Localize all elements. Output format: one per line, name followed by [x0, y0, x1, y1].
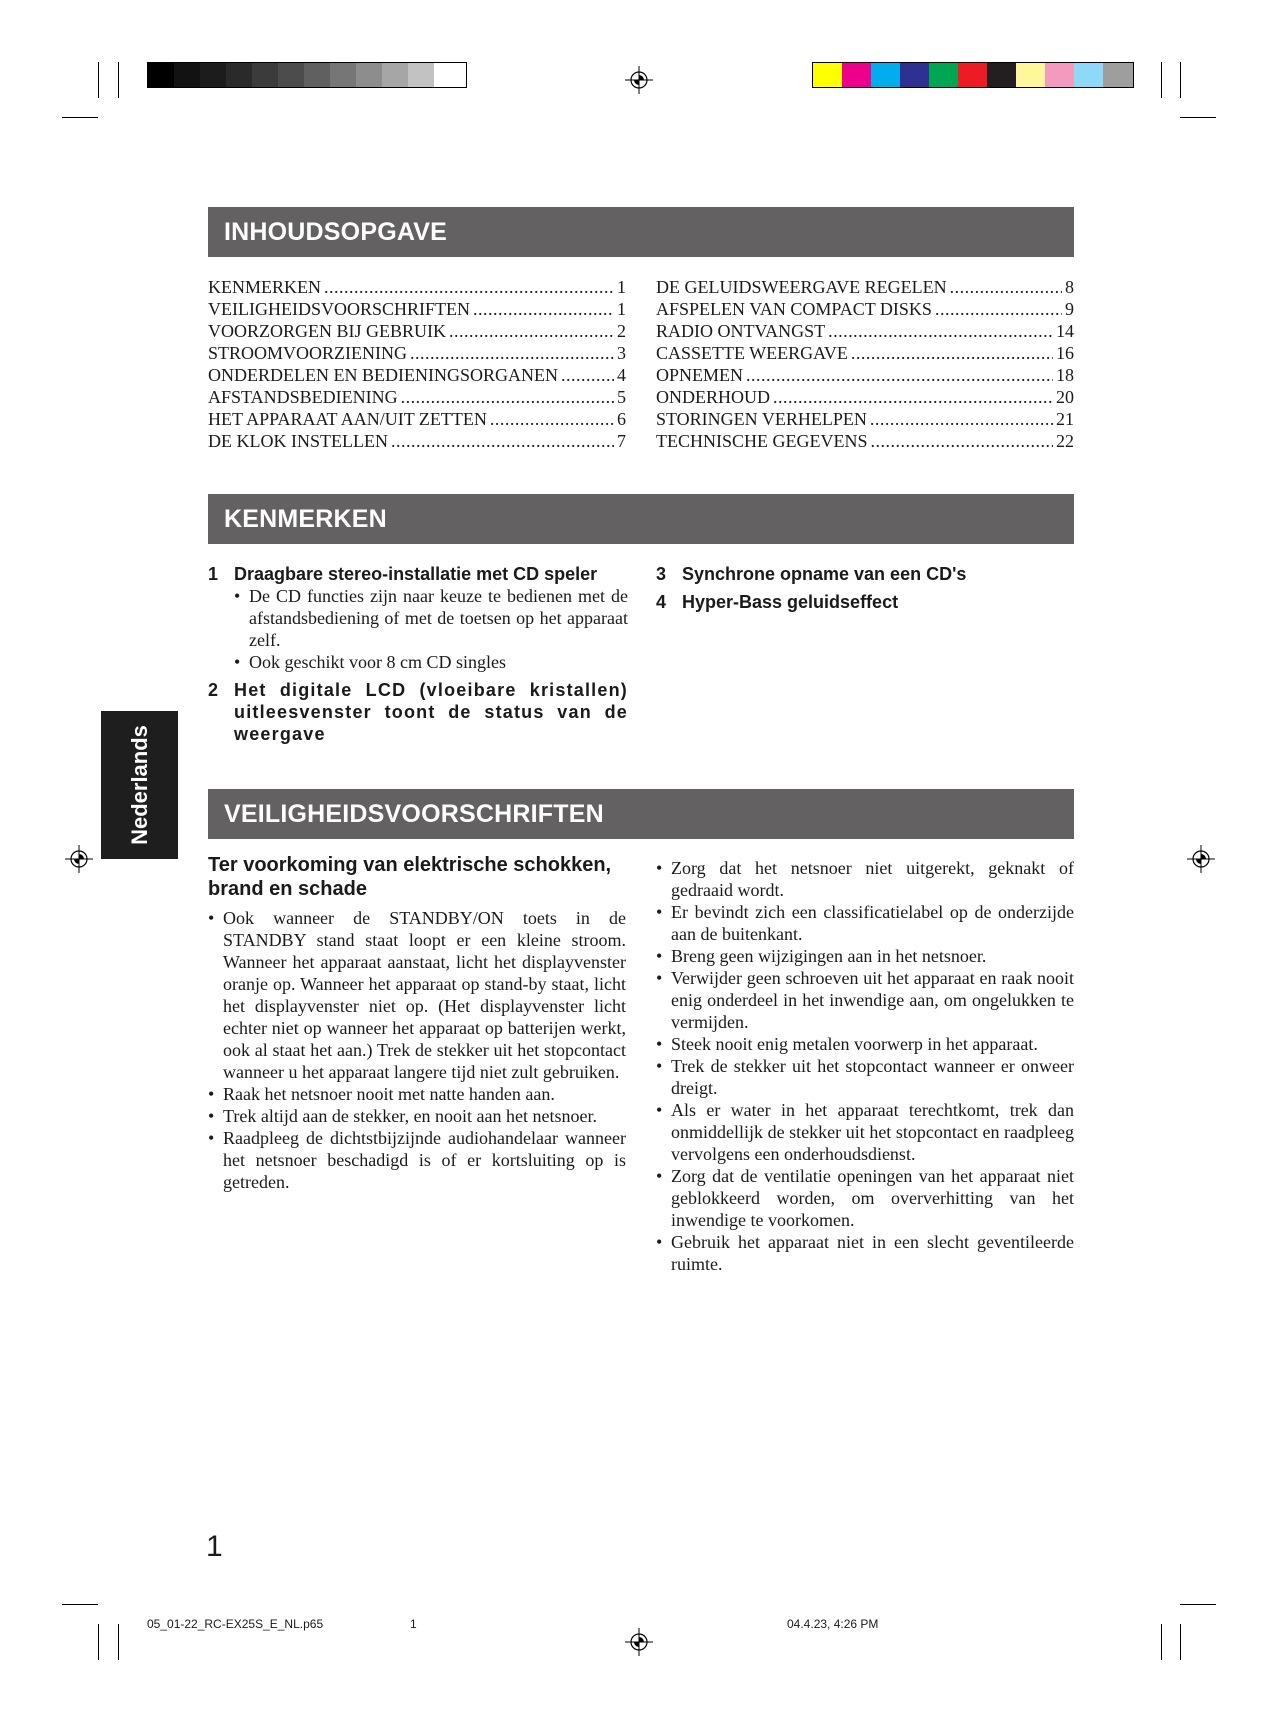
feature-title: Draagbare stereo-installatie met CD speler [234, 564, 598, 584]
toc-entry [208, 276, 626, 298]
gray-swatch [356, 63, 382, 87]
list-item-text: Zorg dat de ventilatie openingen van het apparaat niet geblokkeerd worden, om oververhitting van het inwendige te voorkomen. [671, 1166, 1074, 1230]
toc-entry-page: 22 [1056, 431, 1074, 451]
feature-number: 4 [656, 592, 667, 612]
toc-entry-page: 16 [1056, 343, 1074, 363]
color-swatch [1074, 63, 1103, 87]
toc-entry-title: DE KLOK INSTELLEN [208, 431, 388, 451]
toc-entry-title: STROOMVOORZIENING [208, 343, 407, 363]
feature-2 [208, 679, 628, 745]
color-swatch [1045, 63, 1074, 87]
bullet-text: De CD functies zijn naar keuze te bedienen met de afstandsbediening of met de toetsen op het apparaat zelf. [249, 586, 628, 650]
footer-date: 04.4.23, 4:26 PM [787, 1617, 879, 1631]
veiligheid-left-list [208, 907, 626, 1193]
page-number: 1 [206, 1530, 223, 1563]
registration-mark-bottom [625, 1628, 653, 1656]
list-item-text: Raak het netsnoer nooit met natte handen aan. [223, 1084, 555, 1104]
color-swatch [842, 63, 871, 87]
list-item [656, 1231, 1074, 1275]
gray-swatch [382, 63, 408, 87]
toc-entry [656, 342, 1074, 364]
list-item-text: Trek altijd aan de stekker, en nooit aan het netsnoer. [223, 1106, 598, 1126]
list-item-text: Ook wanneer de STANDBY/ON toets in de STANDBY stand staat loopt er een kleine stroom. Wanneer het apparaat aanstaat, licht het displayvenster oranje op. Wanneer het apparaat op stand-by staat, licht het displayvenster niet op. (Het displayvenster licht echter niet op wanneer het apparaat op batterijen werkt, ook al staat het aan.) Trek de stekker uit het stopcontact wanneer u het apparaat langere tijd niet zult gebruiken. [223, 908, 626, 1082]
toc-entry [656, 408, 1074, 430]
feature-title: Synchrone opname van een CD's [682, 564, 967, 584]
toc-entry [208, 298, 626, 320]
feature-number: 1 [208, 564, 219, 584]
list-item [656, 1099, 1074, 1165]
bullet-icon: • [656, 968, 663, 988]
gray-swatch [278, 63, 304, 87]
footer-page: 1 [410, 1617, 417, 1631]
bullet-icon: • [234, 652, 241, 672]
list-item [656, 1055, 1074, 1099]
feature-title: Het digitale LCD (vloeibare kristallen) uitleesvenster toont de status van de weergave [234, 680, 628, 744]
toc-entry [208, 386, 626, 408]
color-calibration-bar [812, 62, 1134, 88]
toc-entry [656, 298, 1074, 320]
toc-header: INHOUDSOPGAVE [208, 207, 1074, 257]
toc-entry-page: 2 [617, 321, 626, 341]
gray-swatch [252, 63, 278, 87]
veiligheid-subheading: Ter voorkoming van elektrische schokken, brand en schade [208, 854, 612, 900]
list-item-text: Als er water in het apparaat terechtkomt, trek dan onmiddellijk de stekker uit het stopcontact en raadpleeg vervolgens een onderhoudsdienst. [671, 1100, 1074, 1164]
toc-entry-title: ONDERDELEN EN BEDIENINGSORGANEN [208, 365, 558, 385]
list-item-text: Verwijder geen schroeven uit het apparaat en raak nooit enig onderdeel in het inwendige aan, om ongelukken te vermijden. [671, 968, 1074, 1032]
list-item-text: Raadpleeg de dichtstbijzijnde audiohandelaar wanneer het netsnoer beschadigd is of er kortsluiting op is getreden. [223, 1128, 626, 1192]
bullet-icon: • [656, 946, 663, 966]
list-item [208, 907, 626, 1083]
list-item-text: Gebruik het apparaat niet in een slecht geventileerde ruimte. [671, 1232, 1074, 1274]
list-item [656, 1033, 1074, 1055]
color-swatch [813, 63, 842, 87]
toc-entry [656, 276, 1074, 298]
language-label: Nederlands [126, 725, 152, 845]
list-item [656, 1165, 1074, 1231]
gray-swatch [148, 63, 174, 87]
feature-1-bullet-2 [234, 651, 628, 673]
gray-swatch [304, 63, 330, 87]
veiligheid-right-list [656, 857, 1074, 1275]
bullet-icon: • [656, 1166, 663, 1186]
bullet-icon: • [656, 858, 663, 878]
feature-4 [656, 591, 1076, 613]
toc-entry-page: 4 [617, 365, 626, 385]
registration-mark-top [625, 66, 653, 94]
bullet-icon: • [656, 1056, 663, 1076]
feature-title: Hyper-Bass geluidseffect [682, 592, 899, 612]
bullet-icon: • [656, 1100, 663, 1120]
toc-entry-title: DE GELUIDSWEERGAVE REGELEN [656, 277, 947, 297]
bullet-icon: • [208, 1084, 215, 1104]
registration-mark-right [1187, 845, 1215, 873]
toc-entry-title: VOORZORGEN BIJ GEBRUIK [208, 321, 446, 341]
veiligheid-header: VEILIGHEIDSVOORSCHRIFTEN [208, 789, 1074, 839]
gray-swatch [226, 63, 252, 87]
toc-entry-title: HET APPARAAT AAN/UIT ZETTEN [208, 409, 487, 429]
gray-swatch [330, 63, 356, 87]
bullet-icon: • [208, 908, 215, 928]
bullet-icon: • [234, 586, 241, 606]
list-item [656, 967, 1074, 1033]
toc-entry-title: AFSPELEN VAN COMPACT DISKS [656, 299, 932, 319]
bullet-icon: • [656, 1034, 663, 1054]
color-swatch [987, 63, 1016, 87]
kenmerken-header: KENMERKEN [208, 494, 1074, 544]
gray-swatch [434, 63, 466, 87]
toc-entry-page: 20 [1056, 387, 1074, 407]
list-item [208, 1105, 626, 1127]
toc-entry [208, 320, 626, 342]
language-side-tab [101, 711, 178, 859]
toc-entry [656, 386, 1074, 408]
list-item [656, 857, 1074, 901]
toc-entry [208, 342, 626, 364]
color-swatch [871, 63, 900, 87]
feature-number: 2 [208, 680, 220, 700]
toc-entry-page: 1 [617, 299, 626, 319]
list-item-text: Zorg dat het netsnoer niet uitgerekt, geknakt of gedraaid wordt. [671, 858, 1074, 900]
color-swatch [929, 63, 958, 87]
toc-entry-title: ONDERHOUD [656, 387, 770, 407]
list-item-text: Er bevindt zich een classificatielabel op de onderzijde aan de buitenkant. [671, 902, 1074, 944]
gray-swatch [174, 63, 200, 87]
list-item-text: Steek nooit enig metalen voorwerp in het apparaat. [671, 1034, 1038, 1054]
toc-entry-page: 5 [617, 387, 626, 407]
toc-entry-title: AFSTANDSBEDIENING [208, 387, 398, 407]
grayscale-calibration-bar [147, 62, 467, 88]
bullet-icon: • [208, 1128, 215, 1148]
bullet-icon: • [208, 1106, 215, 1126]
toc-entry [208, 408, 626, 430]
color-swatch [1016, 63, 1045, 87]
toc-right-column [656, 276, 1074, 452]
registration-mark-left [65, 845, 93, 873]
bullet-icon: • [656, 902, 663, 922]
toc-entry-page: 14 [1056, 321, 1074, 341]
bullet-icon: • [656, 1232, 663, 1252]
toc-entry [656, 364, 1074, 386]
toc-entry-page: 1 [617, 277, 626, 297]
list-item [656, 901, 1074, 945]
toc-entry-page: 8 [1065, 277, 1074, 297]
toc-entry-title: KENMERKEN [208, 277, 321, 297]
toc-left-column [208, 276, 626, 452]
feature-1 [208, 563, 628, 585]
list-item [656, 945, 1074, 967]
gray-swatch [200, 63, 226, 87]
toc-entry-title: OPNEMEN [656, 365, 744, 385]
color-swatch [958, 63, 987, 87]
toc-entry-page: 7 [617, 431, 626, 451]
toc-entry-title: RADIO ONTVANGST [656, 321, 826, 341]
feature-3 [656, 563, 1076, 585]
toc-entry-page: 3 [617, 343, 626, 363]
toc-entry [208, 430, 626, 452]
toc-entry-page: 21 [1056, 409, 1074, 429]
toc-entry [656, 430, 1074, 452]
feature-1-bullet-1 [234, 585, 628, 651]
toc-entry-title: TECHNISCHE GEGEVENS [656, 431, 868, 451]
toc-entry-title: CASSETTE WEERGAVE [656, 343, 848, 363]
toc-entry-page: 18 [1056, 365, 1074, 385]
footer-filename: 05_01-22_RC-EX25S_E_NL.p65 [147, 1617, 324, 1631]
list-item-text: Breng geen wijzigingen aan in het netsnoer. [671, 946, 987, 966]
color-swatch [900, 63, 929, 87]
list-item-text: Trek de stekker uit het stopcontact wanneer er onweer dreigt. [671, 1056, 1074, 1098]
list-item [208, 1127, 626, 1193]
bullet-text: Ook geschikt voor 8 cm CD singles [249, 652, 506, 672]
feature-number: 3 [656, 564, 667, 584]
toc-entry-title: VEILIGHEIDSVOORSCHRIFTEN [208, 299, 470, 319]
toc-entry-page: 9 [1065, 299, 1074, 319]
toc-entry-page: 6 [617, 409, 626, 429]
toc-entry-title: STORINGEN VERHELPEN [656, 409, 867, 429]
toc-entry [208, 364, 626, 386]
toc-entry [656, 320, 1074, 342]
list-item [208, 1083, 626, 1105]
gray-swatch [408, 63, 434, 87]
color-swatch [1103, 63, 1133, 87]
